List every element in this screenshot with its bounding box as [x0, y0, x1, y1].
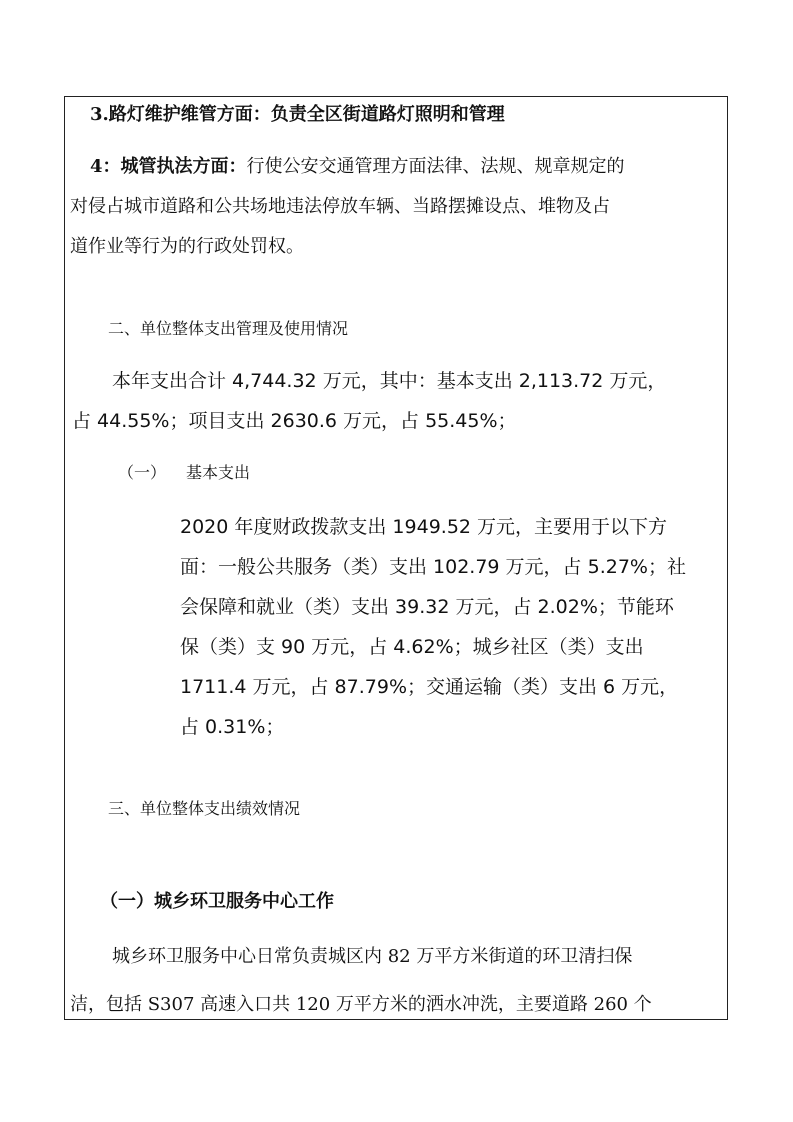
enforcement-text-line3: 道作业等行为的行政处罚权。: [70, 236, 304, 257]
section-two-text-line2: 占 44.55%；项目支出 2630.6 万元，占 55.45%；: [72, 410, 517, 432]
section-two-text-line1: 本年支出合计 4,744.32 万元，其中：基本支出 2,113.72 万元，: [112, 370, 667, 392]
lamp-maintenance-heading: 3.路灯维护维管方面：负责全区街道路灯照明和管理: [90, 104, 505, 125]
sanitation-text-line1: 城乡环卫服务中心日常负责城区内 82 万平方米街道的环卫清扫保: [112, 946, 633, 967]
basic-expense-label: [118, 460, 250, 483]
enforcement-paragraph-line1: [90, 152, 625, 178]
basic-expense-line: 1711.4 万元，占 87.79%；交通运输（类）支出 6 万元，: [180, 676, 679, 698]
basic-expense-line: 会保障和就业（类）支出 39.32 万元，占 2.02%；节能环: [180, 596, 674, 618]
sanitation-heading: （一）城乡环卫服务中心工作: [100, 891, 334, 912]
basic-expense-number: （一）: [118, 463, 167, 482]
basic-expense-line: 2020 年度财政拨款支出 1949.52 万元，主要用于以下方: [180, 516, 668, 538]
enforcement-text-line1: 行使公安交通管理方面法律、法规、规章规定的: [246, 156, 625, 177]
enforcement-text-line2: 对侵占城市道路和公共场地违法停放车辆、当路摆摊设点、堆物及占: [70, 196, 610, 217]
basic-expense-text: 基本支出: [186, 463, 251, 482]
basic-expense-line: 面：一般公共服务（类）支出 102.79 万元，占 5.27%；社: [180, 556, 686, 578]
basic-expense-line: 保（类）支 90 万元，占 4.62%；城乡社区（类）支出: [180, 636, 644, 658]
section-two-title: 二、单位整体支出管理及使用情况: [108, 319, 349, 338]
basic-expense-line: 占 0.31%；: [180, 716, 285, 738]
enforcement-heading: 4：城管执法方面：: [90, 156, 247, 177]
sanitation-text-line2: 洁，包括 S307 高速入口共 120 万平方米的洒水冲洗，主要道路 260 个: [70, 994, 652, 1015]
section-three-title: 三、单位整体支出绩效情况: [108, 799, 301, 818]
